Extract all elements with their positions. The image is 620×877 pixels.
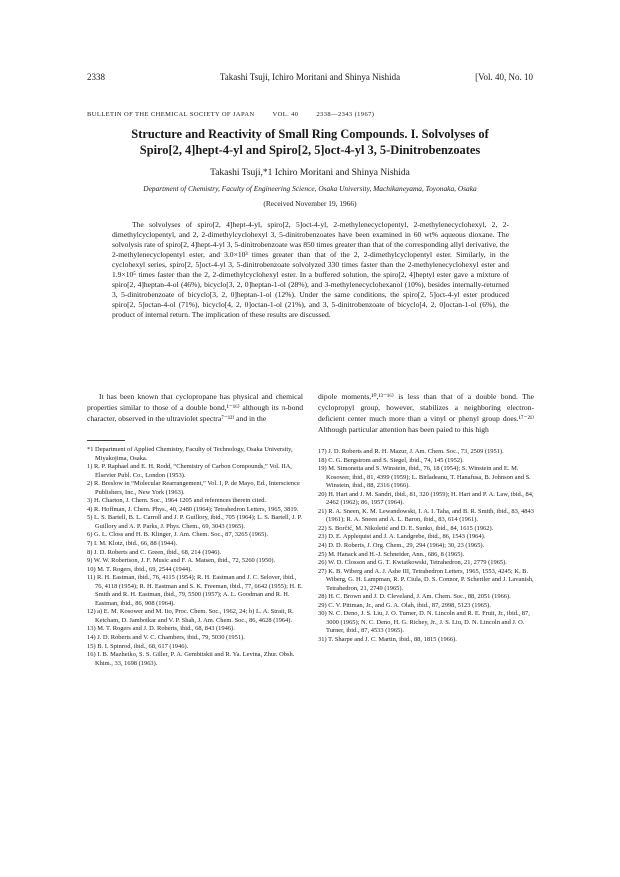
article-title <box>87 126 533 158</box>
reference-item: 21) R. A. Sneen, K. M. Lewandowski, I. A. I. Taha, and B. R. Smith, ibid., 83, 4843 (1961); R. A. Sneen and A. L. Baron, ibid., 83, 614 (1961). <box>318 507 534 524</box>
reference-item: 9) W. W. Robertson, J. F. Music and F. A. Matsen, ibid., 72, 5260 (1950). <box>87 557 276 565</box>
references-right <box>318 448 534 645</box>
title-line: Structure and Reactivity of Small Ring Compounds. I. Solvolyses of <box>131 127 489 141</box>
article-authors: Takashi Tsuji,*1 Ichiro Moritani and Shinya Nishida <box>210 168 410 178</box>
body-paragraph: dipole moments,¹⁰,¹³⁻¹⁶⁾ is less than that of a double bond. The cyclopropyl group, however, stabilizes a neighboring electron-deficient center much more than a vinyl or phenyl group does.¹⁷⁻²¹⁾ Although particular attention has been paied to this high <box>318 392 534 434</box>
reference-item: 25) M. Hanack and H.-J. Schneider, Ann., 686, 8 (1965). <box>318 550 465 558</box>
reference-item: 27) K. B. Wiberg and A. J. Ashe III, Tetrahedron Letters, 1965, 1553, 4245; K. B. Wiberg, G. H. Lampman, R. P. Ciula, D. S. Connor, P. Schertler and J. Lavanish, Tetrahedron, 21, 2749 (1965). <box>318 567 534 592</box>
running-header-volume: [Vol. 40, No. 10 <box>475 72 533 82</box>
reference-item: 6) G. L. Closs and H. B. Klinger, J. Am. Chem. Soc., 87, 3265 (1965). <box>87 531 269 539</box>
reference-item: 23) D. E. Applequist and J. A. Landgrebe, ibid., 86, 1543 (1964). <box>318 533 486 541</box>
reference-item: 15) B. I. Spinrod, ibid., 68, 617 (1946). <box>87 642 189 650</box>
journal-pages: 2338—2343 (1967) <box>316 111 375 118</box>
reference-item: *1 Department of Applied Chemistry, Faculty of Technology, Osaka University, Miyakojima, Osaka. <box>87 446 293 462</box>
journal-name: BULLETIN OF THE CHEMICAL SOCIETY OF JAPAN <box>87 111 255 118</box>
reference-item: 13) M. T. Rogers and J. D. Roberts, ibid., 68, 843 (1946). <box>87 625 235 633</box>
reference-item: 12) a) E. M. Kosower and M. Ito, Proc. Chem. Soc., 1962, 24; b) L. A. Strait, R. Ketcham, D. Jambotkar and V. P. Shah, J. Am. Chem. Soc., 86, 4628 (1964). <box>87 608 294 624</box>
reference-item: 26) W. D. Closson and G. T. Kwiatkowski, Tetrahedron, 21, 2779 (1965). <box>318 559 507 567</box>
reference-item: 31) T. Sharpe and J. C. Martin, ibid., 88, 1815 (1966). <box>318 636 457 644</box>
running-header-authors: Takashi Tsuji, Ichiro Moritani and Shinya Nishida <box>219 72 401 82</box>
reference-item: 19) M. Simonetta and S. Winstein, ibid., 76, 18 (1954); S. Winstein and E. M. Kosower, ibid., 81, 4399 (1959); L. Birladeanu, T. Hanafusa, B. Johnson and S. Winstein, ibid., 88, 2316 (1966). <box>318 465 531 490</box>
reference-item: 8) J. D. Roberts and C. Green, ibid., 68, 214 (1946). <box>87 548 222 556</box>
received-date: (Received November 19, 1966) <box>263 199 357 208</box>
reference-item: 18) C. G. Bergstrom and S. Siegel, ibid., 74, 145 (1952). <box>318 456 464 464</box>
references-left <box>87 446 303 668</box>
footnote-divider <box>87 440 125 441</box>
body-column-left <box>87 392 303 425</box>
abstract: The solvolyses of spiro[2, 4]hept-4-yl, spiro[2, 5]oct-4-yl, 2-methylenecyclopentyl, 2-methylenecyclohexyl, 2, 2-dimethylcyclopentyl, and 2, 2-dimethylcyclohexyl 3, 5-dinitrobenzoates have been examined in 60 wt% aqueous dioxane. The solvolysis rate of spiro[2, 4]hept-4-yl 3, 5-dinitrobenzoate was 850 times greater than that of the corresponding allyl derivative, the 2-methylenecyclopentyl ester, and 3.0×10³ times greater than that of the 2, 2-dimethylcyclopentyl ester. Similarly, in the cyclohexyl series, spiro[2, 5]oct-4-yl 3, 5-dinitrobenzoate solvolyzed 330 times faster than the 2-methylenecyclohexyl ester and 1.9×10⁵ times faster than the 2, 2-dimethylcyclohexyl ester. In a buffered solution, the spiro[2, 4]heptyl ester gave a mixture of spiro[2, 4]heptan-4-ol (46%), bicyclo[3, 2, 0]heptan-1-ol (28%), and 3-methylenecyclohexanol (10%), besides internally-returned 3, 5-dinitrobenzoate of bicyclo[3, 2, 0]heptan-1-ol (12%). Under the same conditions, the spiro[2, 5]oct-4-yl ester produced spiro[2, 5]octan-4-ol (71%), bicyclo[4, 2, 0]octan-1-ol (21%), and 3, 5-dinitrobenzoate of bicyclo[4, 2, 0]octan-1-ol (6%), the product of internal return. The implication of these results are discussed. <box>112 220 509 319</box>
reference-item: 4) R. Hoffman, J. Chem. Phys., 40, 2480 (1964); Tetrahedron Letters, 1965, 3819. <box>87 505 299 513</box>
title-line: Spiro[2, 4]hept-4-yl and Spiro[2, 5]oct-4-yl 3, 5-Dinitrobenzoates <box>139 143 481 157</box>
page-number: 2338 <box>87 72 105 82</box>
reference-item: 10) M. T. Rogers, ibid., 69, 2544 (1944). <box>87 565 192 573</box>
reference-item: 14) J. D. Roberts and V. C. Chambers, ibid., 79, 5030 (1951). <box>87 634 245 642</box>
reference-item: 7) I. M. Klotz, ibid., 66, 88 (1944). <box>87 540 178 548</box>
reference-item: 29) C. V. Pittman, Jr., and G. A. Olah, ibid., 87, 2998, 5123 (1965). <box>318 601 491 609</box>
reference-item: 20) H. Hart and J. M. Sandri, ibid., 81, 320 (1959); H. Hart and P. A. Law, ibid., 84, 2462 (1962); 86, 1957 (1964). <box>318 490 534 507</box>
reference-item: 11) R. H. Eastman, ibid., 76, 4115 (1954); R. H. Eastman and J. C. Selover, ibid., 76, 4118 (1954); R. H. Eastman and S. K. Freeman, ibid., 77, 6642 (1955); H. E. Smith and R. H. Eastman, ibid., 79, 5500 (1957); A. L. Goodman and R. H. Eastman, ibid., 86, 908 (1964). <box>87 574 303 607</box>
reference-item: 24) D. D. Roberts, J. Org. Chem., 29, 294 (1964); 30, 23 (1965). <box>318 542 485 550</box>
author-affiliation: Department of Chemistry, Faculty of Engineering Science, Osaka University, Machikaneyama, Toyonaka, Osaka <box>143 184 477 193</box>
reference-item: 28) H. C. Brown and J. D. Cleveland, J. Am. Chem. Soc., 88, 2051 (1966). <box>318 593 511 601</box>
body-column-right <box>318 392 534 436</box>
reference-item: 3) H. Charton, J. Chem. Soc., 1964 1205 and references therein cited. <box>87 497 267 505</box>
reference-item: 30) N. C. Deno, J. S. Liu, J. O. Turner, D. N. Lincoln and R. E. Fruit, Jr., ibid., 87, 3000 (1965); N. C. Deno, H. G. Richey, Jr., J. S. Liu, D. N. Lincoln and J. O. Turner, ibid., 87, 4533 (1965). <box>318 610 530 635</box>
running-header <box>87 72 533 86</box>
reference-item: 2) R. Breslow in “Molecular Rearrangement,” Vol. I, P. de Mayo, Ed., Interscience Publishers, Inc., New York (1963). <box>87 480 300 496</box>
reference-item: 17) J. D. Roberts and R. H. Mazur, J. Am. Chem. Soc., 73, 2509 (1951). <box>318 448 504 455</box>
reference-item: 5) L. S. Bartell, B. L. Carroll and J. P. Guillory, ibid., 705 (1964); L. S. Bartell, J. P. Guillory and A. P. Parks, J. Phys. Chem., 69, 3043 (1965). <box>87 514 303 530</box>
reference-item: 1) R. P. Raphael and E. H. Rodd, “Chemistry of Carbon Compounds,” Vol. IIA, Elsevier Publ. Co., London (1953). <box>87 463 292 479</box>
reference-item: 22) S. Borčić, M. Nikoletić and D. E. Sunko, ibid., 84, 1615 (1962). <box>318 524 494 532</box>
journal-citation-line <box>87 111 533 118</box>
reference-item: 16) I. B. Mazheiko, S. S. Giller, P. A. Gembitskii and R. Ya. Levina, Zhur. Obsh. Khim., 33, 1698 (1963). <box>87 651 295 667</box>
journal-volume: VOL. 40 <box>272 111 299 118</box>
body-paragraph: It has been known that cyclopropane has physical and chemical properties similar to those of a double bond,¹⁻¹⁶⁾ although its π-bond character, observed in the ultraviolet spectra⁷⁻¹²⁾ and in the <box>87 392 303 423</box>
